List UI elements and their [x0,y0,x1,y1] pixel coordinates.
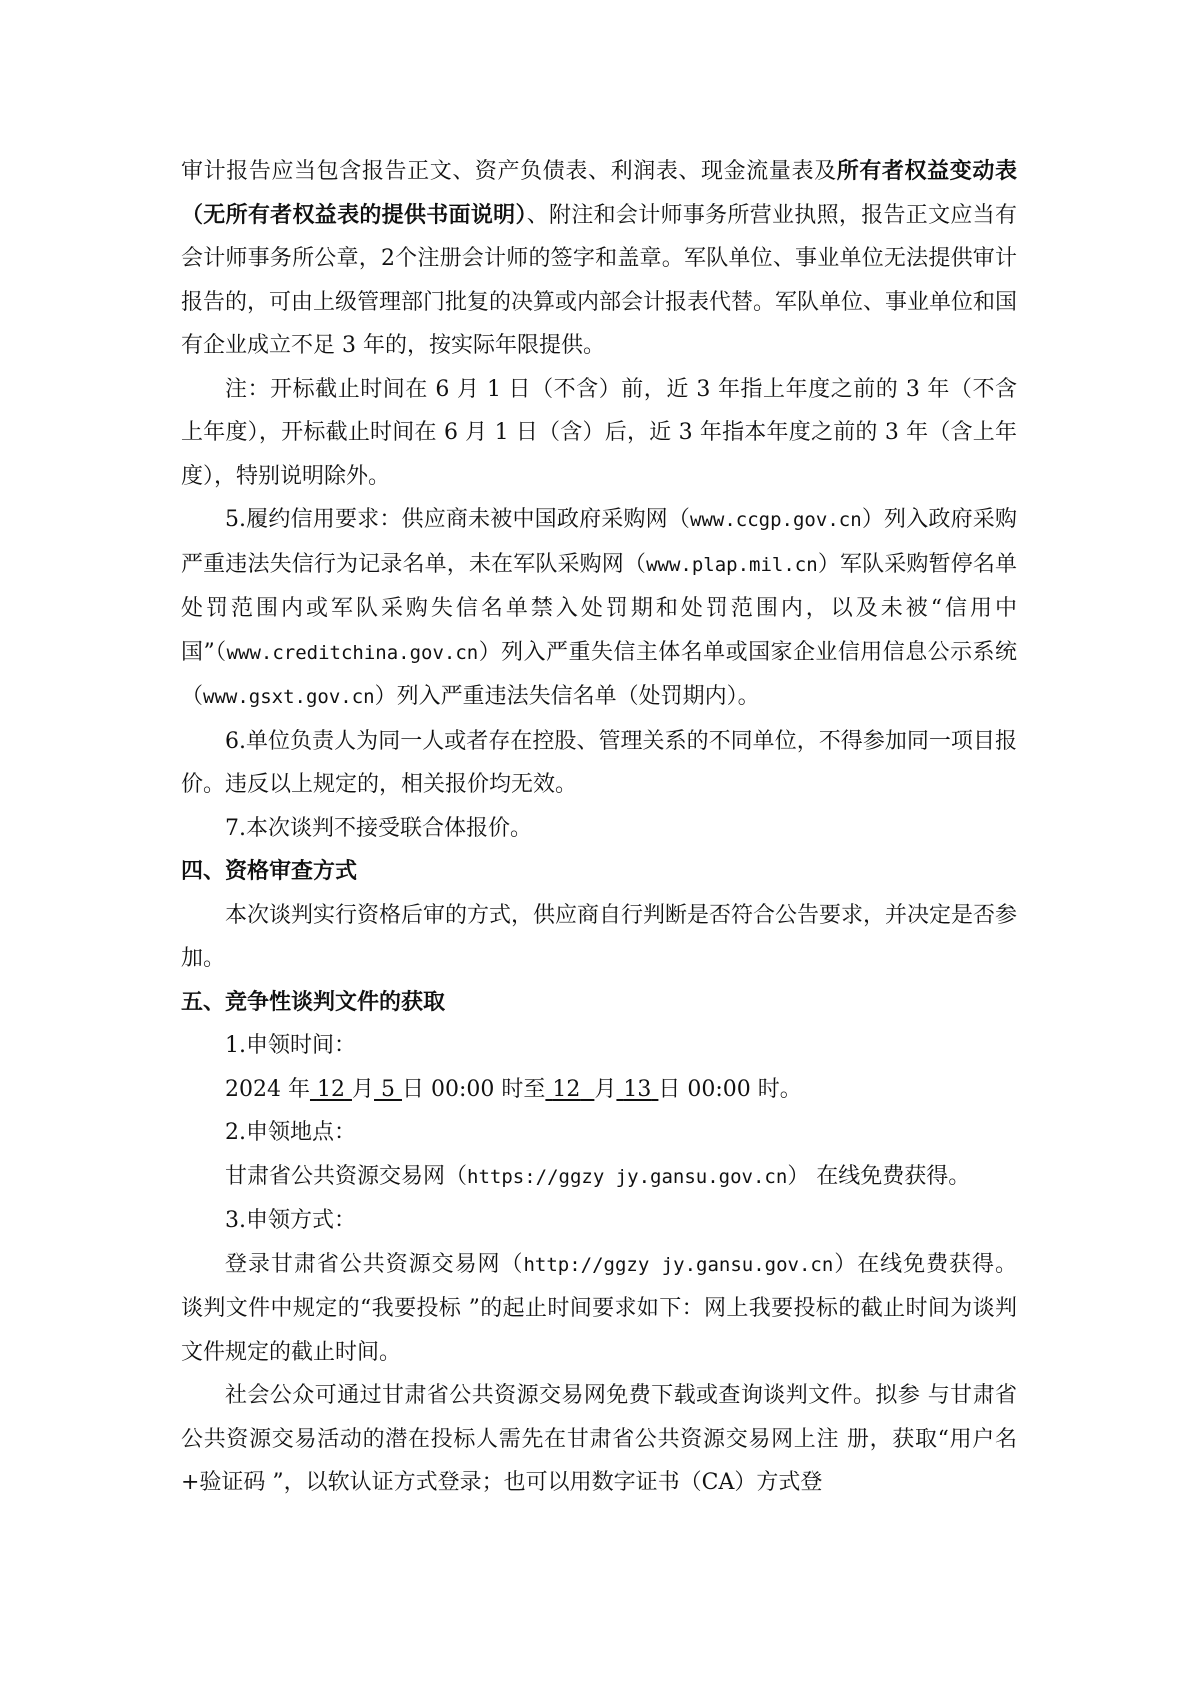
ggzy-https-link[interactable]: https://ggzy jy.gansu.gov.cn [467,1165,788,1188]
item6-paragraph: 6.单位负责人为同一人或者存在控股、管理关系的不同单位，不得参加同一项目报价。违反以上规定的，相关报价均无效。 [181,728,1017,797]
time-value: 2024 年 12 月 5 日 00:00 时至 12 月 13 日 00:00 时。 [225,1076,802,1102]
audit-report-paragraph: 审计报告应当包含报告正文、资产负债表、利润表、现金流量表及所有者权益变动表（无所有者权益表的提供书面说明）、附注和会计师事务所营业执照，报告正文应当有会计师事务所公章，2个注册会计师的签字和盖章。军队单位、事业单位无法提供审计报告的，可由上级管理部门批复的决算或内部会计报表代替。军队单位、事业单位和国有企业成立不足 3 年的，按实际年限提供。 [181,158,1018,358]
section4-body: 本次谈判实行资格后审的方式，供应商自行判断是否符合公告要求，并决定是否参加。 [181,902,1018,971]
ggzy-http-link[interactable]: http://ggzy jy.gansu.gov.cn [523,1253,834,1276]
end-day: 13 [623,1076,652,1102]
creditchina-link[interactable]: www.creditchina.gov.cn [226,641,479,664]
item7-paragraph: 7.本次谈判不接受联合体报价。 [225,815,532,841]
method-paragraph: 登录甘肃省公共资源交易网（http://ggzy jy.gansu.gov.cn）在线免费获得。谈判文件中规定的“我要投标 ”的起止时间要求如下：网上我要投标的截止时间为谈判文件规定的截止时间。 [181,1251,1017,1365]
start-month: 12 [316,1076,345,1102]
public-access-paragraph: 社会公众可通过甘肃省公共资源交易网免费下载或查询谈判文件。拟参 与甘肃省公共资源交易活动的潜在投标人需先在甘肃省公共资源交易网上注 册，获取“用户名+验证码 ”，以软认证方式登录；也可以用数字证书（CA）方式登 [181,1383,1017,1495]
credit-requirement-paragraph: 5.履约信用要求：供应商未被中国政府采购网（www.ccgp.gov.cn）列入政府采购严重违法失信行为记录名单，未在军队采购网（www.plap.mil.cn）军队采购暂停名单处罚范围内或军队采购失信名单禁入处罚期和处罚范围内，以及未被“信用中国”（www.creditchina.gov.cn）列入严重失信主体名单或国家企业信用信息公示系统（www.gsxt.gov.cn）列入严重违法失信名单（处罚期内）。 [181,507,1017,709]
plap-link[interactable]: www.plap.mil.cn [646,553,818,576]
section4-heading: 四、资格审查方式 [181,859,358,884]
section5-heading: 五、竞争性谈判文件的获取 [181,989,446,1015]
ccgp-link[interactable]: www.ccgp.gov.cn [690,509,862,531]
time-label: 1.申领时间： [225,1033,356,1058]
gsxt-link[interactable]: www.gsxt.gov.cn [203,686,375,708]
document-page [181,150,1017,1505]
owners-equity-bold-text: 所有者权益变动表（无所有者权益表的提供书面说明） [181,158,1017,228]
end-month: 12 [552,1076,581,1102]
start-day: 5 [381,1076,395,1102]
method-label: 3.申领方式： [225,1208,356,1233]
note-paragraph: 注：开标截止时间在 6 月 1 日（不含）前，近 3 年指上年度之前的 3 年（不含上年度），开标截止时间在 6 月 1 日（含）后，近 3 年指本年度之前的 3 年（含上年度），特别说明除外。 [181,376,1017,489]
place-value: 甘肃省公共资源交易网（https://ggzy jy.gansu.gov.cn） 在线免费获得。 [225,1163,971,1189]
place-label: 2.申领地点： [225,1120,356,1145]
